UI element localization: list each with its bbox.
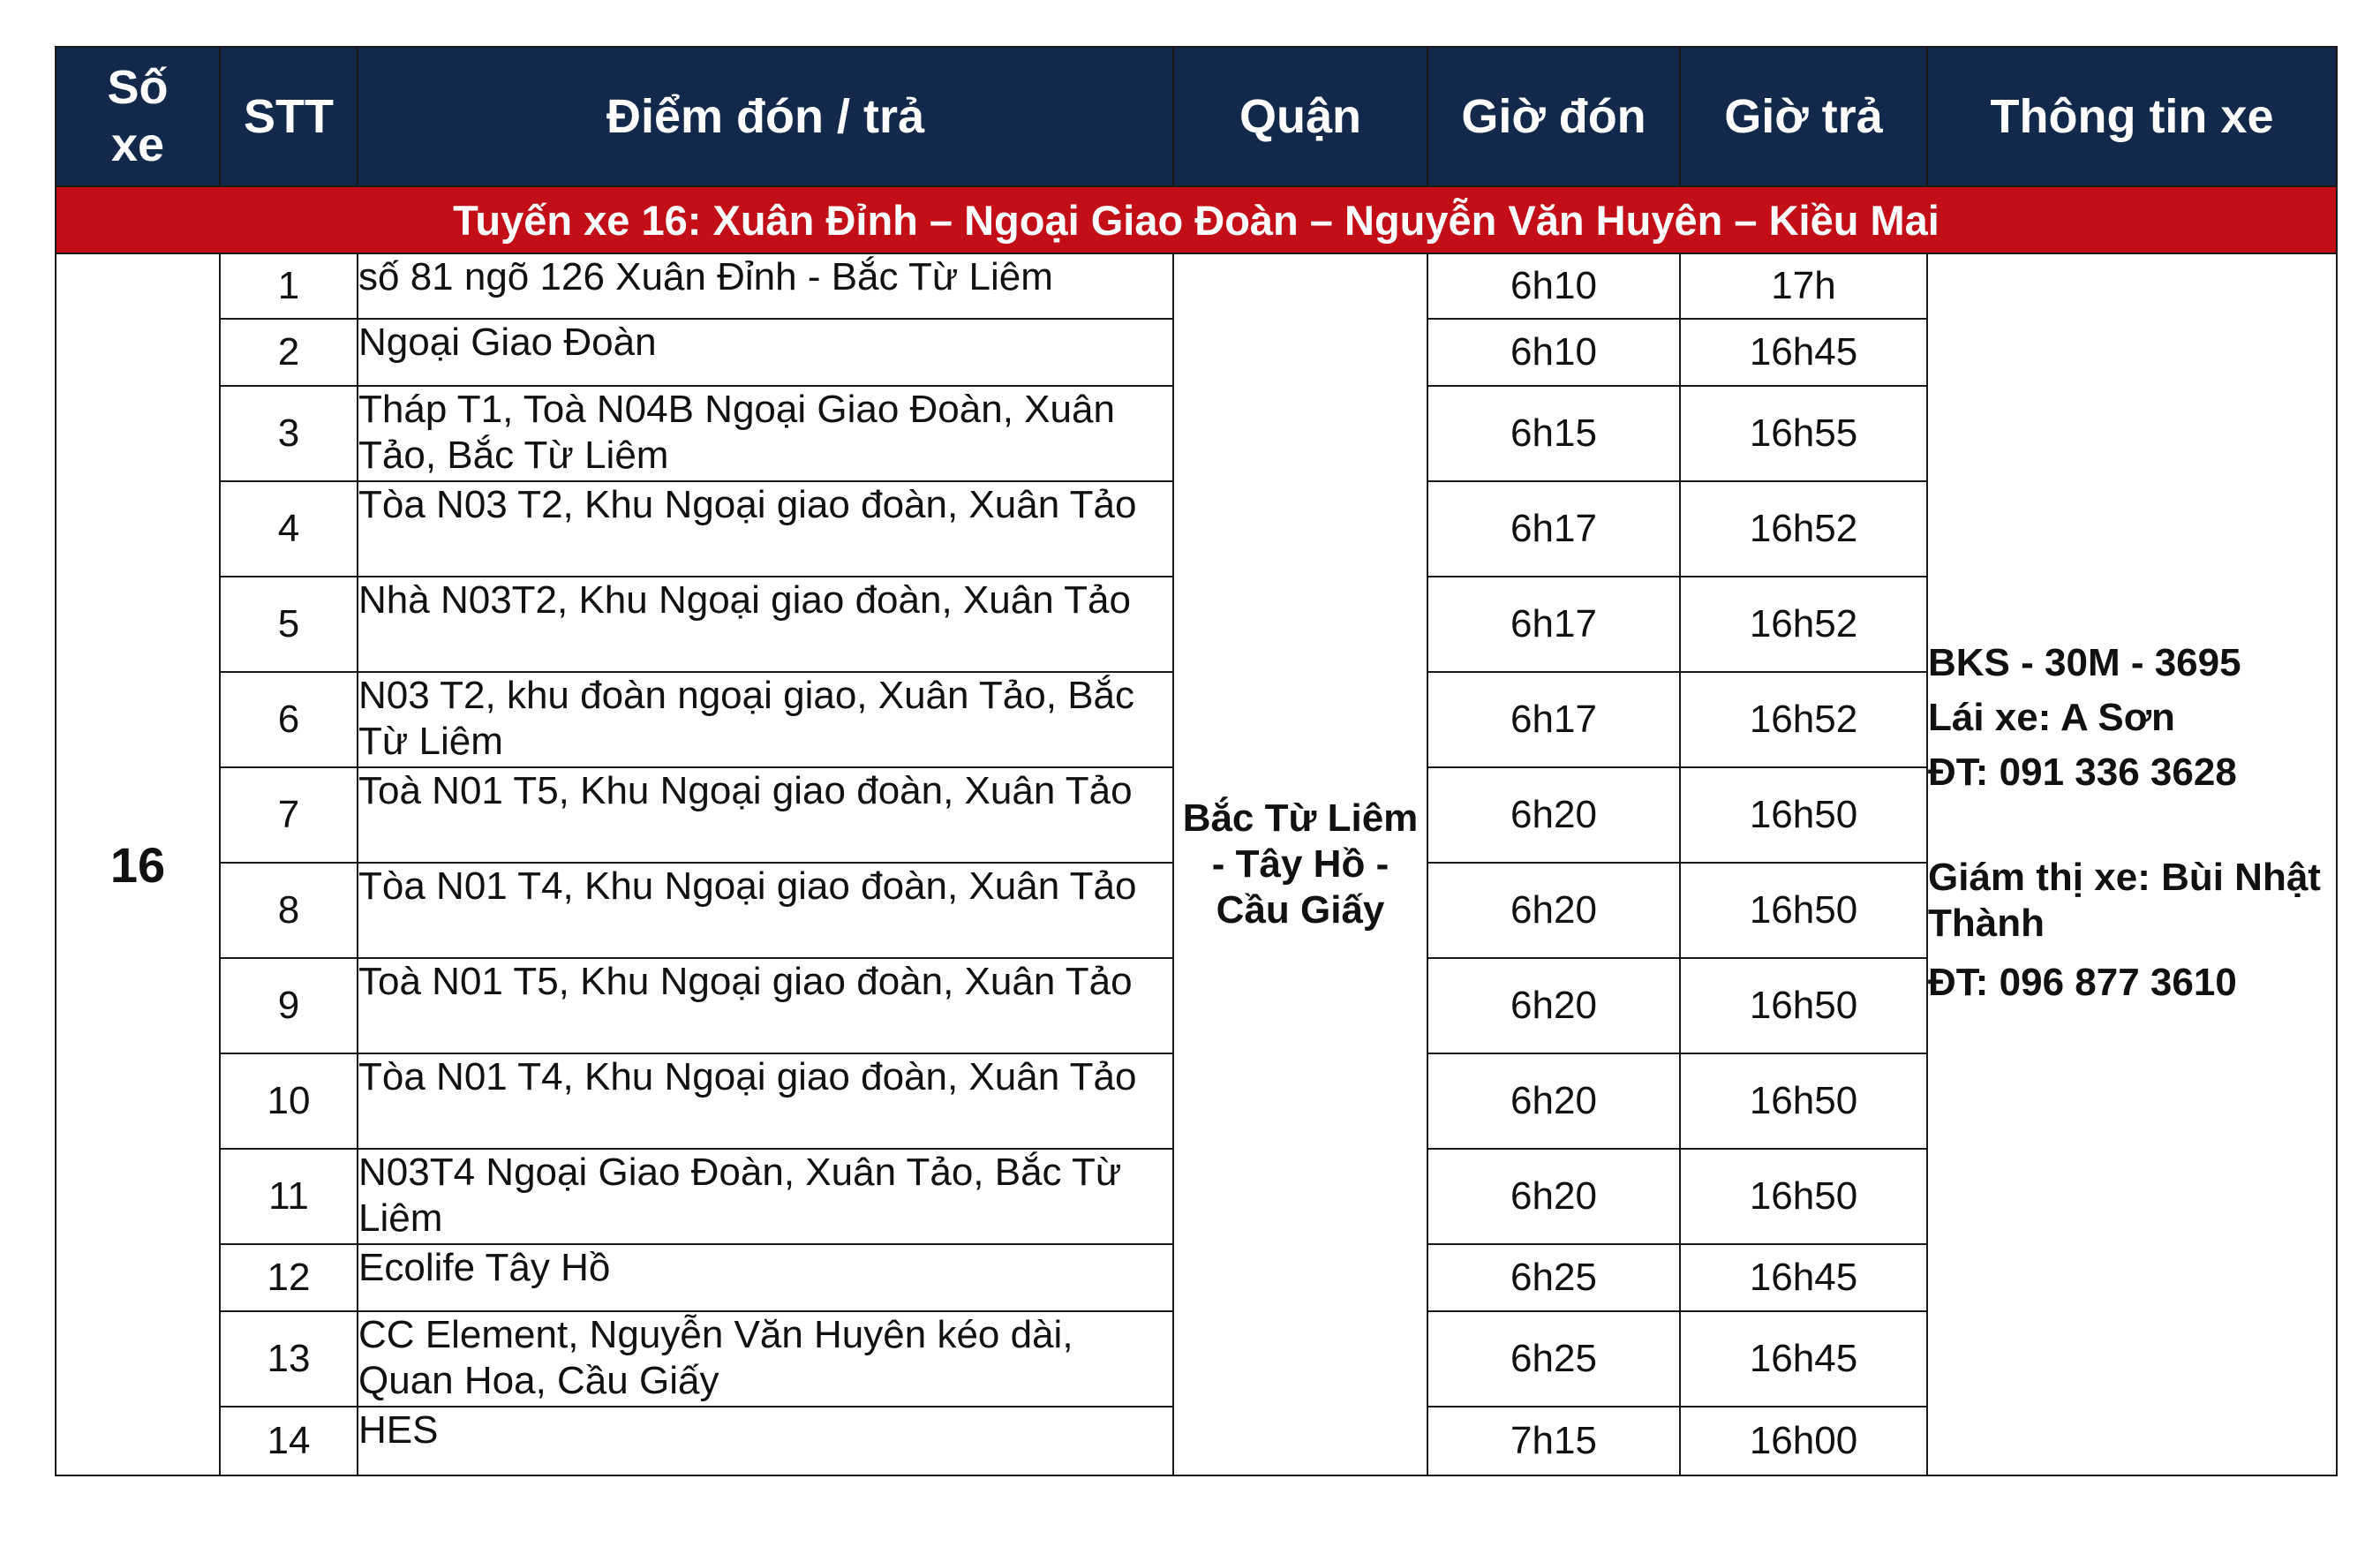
route-title: Tuyến xe 16: Xuân Đỉnh – Ngoại Giao Đoàn – Nguyễn Văn Huyên – Kiều Mai: [56, 186, 2337, 253]
row-stt: 12: [220, 1244, 358, 1311]
row-pickup-time: 6h25: [1427, 1311, 1680, 1407]
driver-name: Lái xe: A Sơn: [1928, 696, 2175, 739]
supervisor-name: Giám thị xe: Bùi Nhật Thành: [1928, 856, 2321, 945]
row-stt: 9: [220, 958, 358, 1053]
row-stt: 10: [220, 1053, 358, 1149]
row-dropoff-time: 16h52: [1680, 672, 1927, 767]
route-rows: [56, 253, 2337, 1475]
row-dropoff-time: 16h52: [1680, 577, 1927, 672]
header-row: [56, 47, 2337, 186]
driver-phone: ĐT: 091 336 3628: [1928, 751, 2237, 794]
row-address: HES: [358, 1407, 1173, 1475]
row-dropoff-time: 16h50: [1680, 1149, 1927, 1244]
row-stt: 4: [220, 481, 358, 577]
bus-number: 16: [56, 253, 220, 1475]
route-title-row: [56, 186, 2337, 253]
row-pickup-time: 6h20: [1427, 958, 1680, 1053]
row-dropoff-time: 16h50: [1680, 958, 1927, 1053]
row-dropoff-time: 16h45: [1680, 1244, 1927, 1311]
row-stt: 1: [220, 253, 358, 319]
row-address: Nhà N03T2, Khu Ngoại giao đoàn, Xuân Tảo: [358, 577, 1173, 672]
row-pickup-time: 6h17: [1427, 481, 1680, 577]
row-stt: 3: [220, 386, 358, 481]
header-gio-tra: Giờ trả: [1680, 47, 1927, 186]
row-pickup-time: 6h15: [1427, 386, 1680, 481]
row-address: N03T4 Ngoại Giao Đoàn, Xuân Tảo, Bắc Từ Liêm: [358, 1149, 1173, 1244]
row-address: số 81 ngõ 126 Xuân Đỉnh - Bắc Từ Liêm: [358, 253, 1173, 319]
row-dropoff-time: 16h50: [1680, 767, 1927, 863]
row-address: Toà N01 T5, Khu Ngoại giao đoàn, Xuân Tảo: [358, 958, 1173, 1053]
row-address: Tòa N03 T2, Khu Ngoại giao đoàn, Xuân Tảo: [358, 481, 1173, 577]
row-stt: 2: [220, 319, 358, 386]
header-stt: STT: [220, 47, 358, 186]
row-address: CC Element, Nguyễn Văn Huyên kéo dài, Quan Hoa, Cầu Giấy: [358, 1311, 1173, 1407]
row-stt: 14: [220, 1407, 358, 1475]
row-address: N03 T2, khu đoàn ngoại giao, Xuân Tảo, Bắc Từ Liêm: [358, 672, 1173, 767]
bus-route-table: [55, 46, 2338, 1476]
row-dropoff-time: 16h50: [1680, 1053, 1927, 1149]
header-thong-tin: Thông tin xe: [1927, 47, 2337, 186]
row-pickup-time: 6h20: [1427, 1149, 1680, 1244]
header-gio-don: Giờ đón: [1427, 47, 1680, 186]
row-pickup-time: 6h10: [1427, 253, 1680, 319]
row-dropoff-time: 16h45: [1680, 1311, 1927, 1407]
supervisor-phone: ĐT: 096 877 3610: [1928, 961, 2237, 1004]
row-dropoff-time: 17h: [1680, 253, 1927, 319]
row-address: Ecolife Tây Hồ: [358, 1244, 1173, 1311]
row-pickup-time: 6h20: [1427, 1053, 1680, 1149]
row-address: Tháp T1, Toà N04B Ngoại Giao Đoàn, Xuân Tảo, Bắc Từ Liêm: [358, 386, 1173, 481]
table-row: [56, 253, 2337, 319]
row-address: Ngoại Giao Đoàn: [358, 319, 1173, 386]
bus-info: [1927, 253, 2337, 1475]
row-address: Tòa N01 T4, Khu Ngoại giao đoàn, Xuân Tảo: [358, 1053, 1173, 1149]
header-quan: Quận: [1173, 47, 1427, 186]
row-pickup-time: 6h20: [1427, 863, 1680, 958]
row-dropoff-time: 16h45: [1680, 319, 1927, 386]
row-stt: 7: [220, 767, 358, 863]
row-stt: 8: [220, 863, 358, 958]
row-address: Toà N01 T5, Khu Ngoại giao đoàn, Xuân Tảo: [358, 767, 1173, 863]
district: Bắc Từ Liêm - Tây Hồ - Cầu Giấy: [1173, 253, 1427, 1475]
header-so-xe: Số xe: [56, 47, 220, 186]
row-dropoff-time: 16h50: [1680, 863, 1927, 958]
row-pickup-time: 6h17: [1427, 577, 1680, 672]
row-dropoff-time: 16h00: [1680, 1407, 1927, 1475]
row-pickup-time: 6h10: [1427, 319, 1680, 386]
row-dropoff-time: 16h52: [1680, 481, 1927, 577]
row-stt: 5: [220, 577, 358, 672]
bus-plate: BKS - 30M - 3695: [1928, 641, 2241, 684]
row-stt: 11: [220, 1149, 358, 1244]
row-stt: 13: [220, 1311, 358, 1407]
row-pickup-time: 6h20: [1427, 767, 1680, 863]
row-pickup-time: 6h25: [1427, 1244, 1680, 1311]
row-stt: 6: [220, 672, 358, 767]
row-pickup-time: 7h15: [1427, 1407, 1680, 1475]
row-dropoff-time: 16h55: [1680, 386, 1927, 481]
header-diem: Điểm đón / trả: [358, 47, 1173, 186]
row-pickup-time: 6h17: [1427, 672, 1680, 767]
row-address: Tòa N01 T4, Khu Ngoại giao đoàn, Xuân Tảo: [358, 863, 1173, 958]
